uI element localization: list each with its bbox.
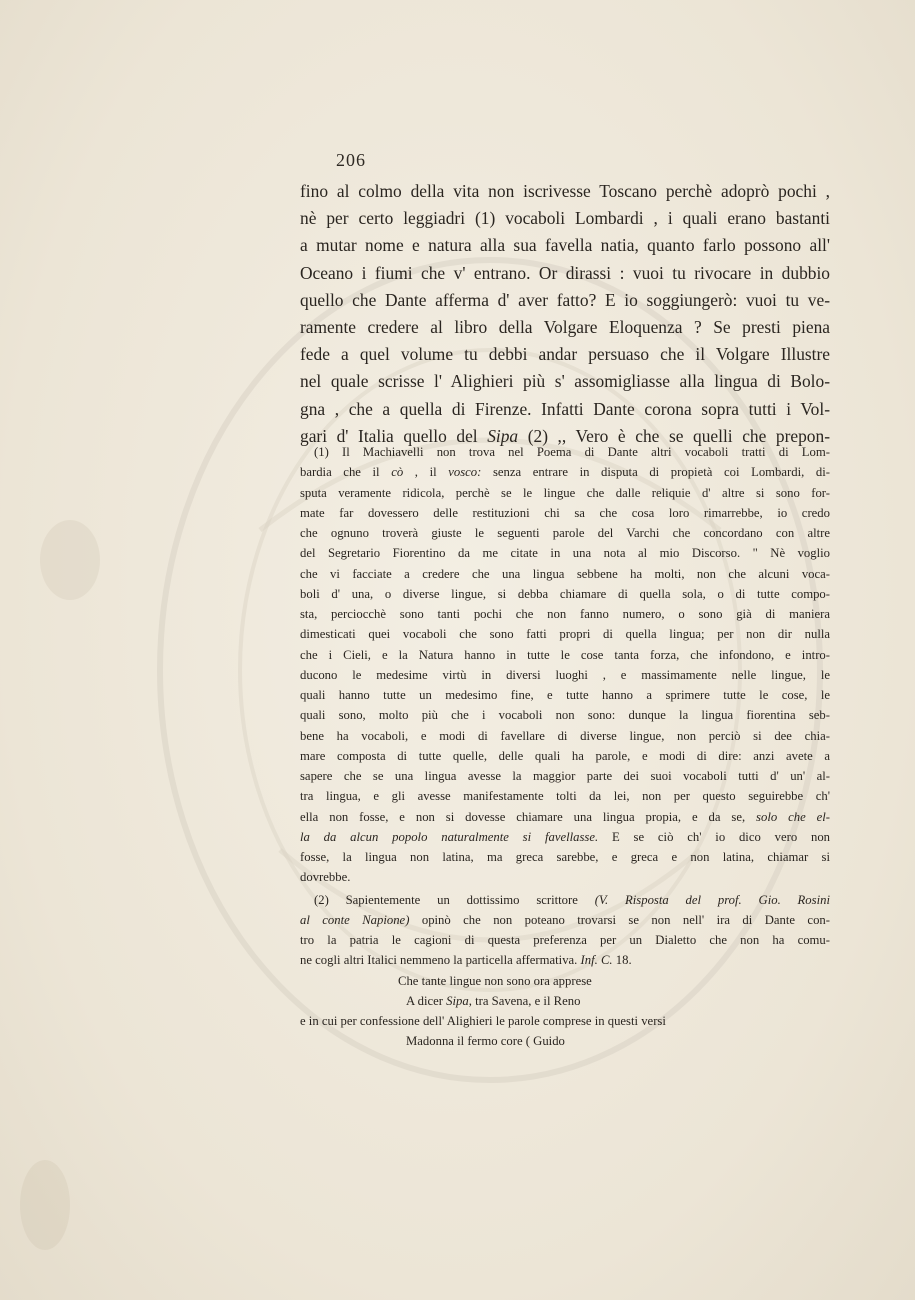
footnote-1-line: mate far dovessero delle restituzioni chi sa che cosa loro rimarrebbe, io credo	[300, 505, 830, 520]
footnote-1-line: quali hanno tutte un medesimo fine, e tutte hanno a sprimere tutte le cose, le	[300, 688, 830, 702]
footnote-1-line: che vi facciate a credere che una lingua sebbene ha molti, non che alcuni voca-	[300, 566, 830, 581]
footnote-1-line: mare composta di tutte quelle, delle quali ha parole, e modi di dire: anzi avete a	[300, 748, 830, 763]
footnote-1-line: che i Cieli, e la Natura hanno in tutte le cose tanta forza, che infondono, e intro-	[300, 647, 830, 662]
main-text	[300, 178, 830, 450]
verse-line: Che tante lingue non sono ora apprese	[398, 973, 592, 988]
footnote-1-line: (1) Il Machiavelli non trova nel Poema di Dante altri vocaboli tratti di Lom-	[314, 445, 830, 459]
footnote-2-line: ne cogli altri Italici nemmeno la particella affermativa. Inf. C. 18.	[300, 953, 632, 968]
footnote-1-line: ella non fosse, e non si dovesse chiamare una lingua propia, e da se, solo che el-	[300, 809, 830, 824]
page-number: 206	[336, 150, 366, 170]
text-line: fino al colmo della vita non iscrivesse Toscano perchè adoprò pochi ,	[300, 181, 830, 201]
footnote-1-line: tra lingua, e gli avesse manifestamente tolti da lei, non per questo seguirebbe ch'	[300, 789, 830, 804]
footnote-1-line: boli d' una, o diverse lingue, si debba chiamare di quella sola, o di tutte compo-	[300, 586, 830, 601]
footnote-1-line: ducono le medesime virtù in diversi luoghi , e massimamente nelle lingue, le	[300, 667, 830, 682]
footnote-1-line: bardia che il cò , il vosco: senza entrare in disputa di propietà coi Lombardi, di-	[300, 465, 830, 480]
text-line: a mutar nome e natura alla sua favella natia, quanto farlo possono all'	[300, 235, 830, 256]
verse-line: A dicer Sipa, tra Savena, e il Reno	[406, 993, 581, 1008]
footnote-2-line: al conte Napione) opinò che non poteano trovarsi se non nell' ira di Dante con-	[300, 912, 830, 927]
text-line: gna , che a quella di Firenze. Infatti Dante corona sopra tutti i Vol-	[300, 398, 830, 419]
footnote-1-line: che ognuno troverà giuste le seguenti parole del Varchi che concordano con altre	[300, 526, 830, 540]
footnote-1-line: la da alcun popolo naturalmente si favellasse. E se ciò ch' io dico vero non	[300, 829, 831, 844]
paper-stain	[20, 1160, 70, 1250]
text-line: Oceano i fiumi che v' entrano. Or dirassi : vuoi tu rivocare in dubbio	[300, 262, 830, 283]
footnotes	[300, 442, 830, 1052]
footnote-1-line: sta, perciocchè sono tanti pochi che non fanno numero, o sono già di maniera	[300, 607, 830, 621]
footnote-2-line: (2) Sapientemente un dottissimo scrittore (V. Risposta del prof. Gio. Rosini	[314, 892, 830, 907]
text-line: fede a quel volume tu debbi andar persuaso che il Volgare Illustre	[300, 344, 830, 365]
footnote-1-line: sapere che se una lingua avesse la maggior parte dei suoi vocaboli tutti d' un' al-	[300, 769, 830, 783]
text-line: gari d' Italia quello del Sipa (2) ,, Vero è che se quelli che prepon-	[300, 425, 830, 446]
text-line: nel quale scrisse l' Alighieri più s' assomigliasse alla lingua di Bolo-	[300, 371, 830, 392]
text-line: quello che Dante afferma d' aver fatto? E io soggiungerò: vuoi tu ve-	[300, 289, 830, 310]
footnote-1-line: quali sono, molto più che i vocaboli non sono: dunque la lingua fiorentina seb-	[300, 708, 830, 723]
verse-line: Madonna il fermo core ( Guido	[406, 1034, 565, 1049]
footnote-2-line: e in cui per confessione dell' Alighieri le parole comprese in questi versi	[300, 1014, 666, 1028]
footnote-1-line: bene ha vocaboli, e modi di favellare di diverse lingue, non perciò si dee chia-	[300, 728, 830, 743]
footnote-1-line: dovrebbe.	[300, 870, 351, 885]
footnote-1-line: fosse, la lingua non latina, ma greca sarebbe, e greca e non latina, chiamar si	[300, 850, 830, 864]
text-line: ramente credere al libro della Volgare Eloquenza ? Se presti piena	[300, 317, 830, 338]
footnote-1-line: sputa veramente ridicola, perchè se le lingue che dalle reliquie d' altre si sono for-	[300, 485, 830, 500]
text-line: nè per certo leggiadri (1) vocaboli Lombardi , i quali erano bastanti	[300, 208, 830, 229]
footnote-1-line: del Segretario Fiorentino da me citate in una nota al mio Discorso. " Nè voglio	[300, 546, 830, 561]
footnote-1-line: dimesticati quei vocaboli che sono fatti propri di quella lingua; per non dir nulla	[300, 627, 830, 642]
footnote-2-line: tro la patria le cagioni di questa preferenza per un Dialetto che non ha comu-	[300, 933, 830, 947]
paper-stain	[40, 520, 100, 600]
